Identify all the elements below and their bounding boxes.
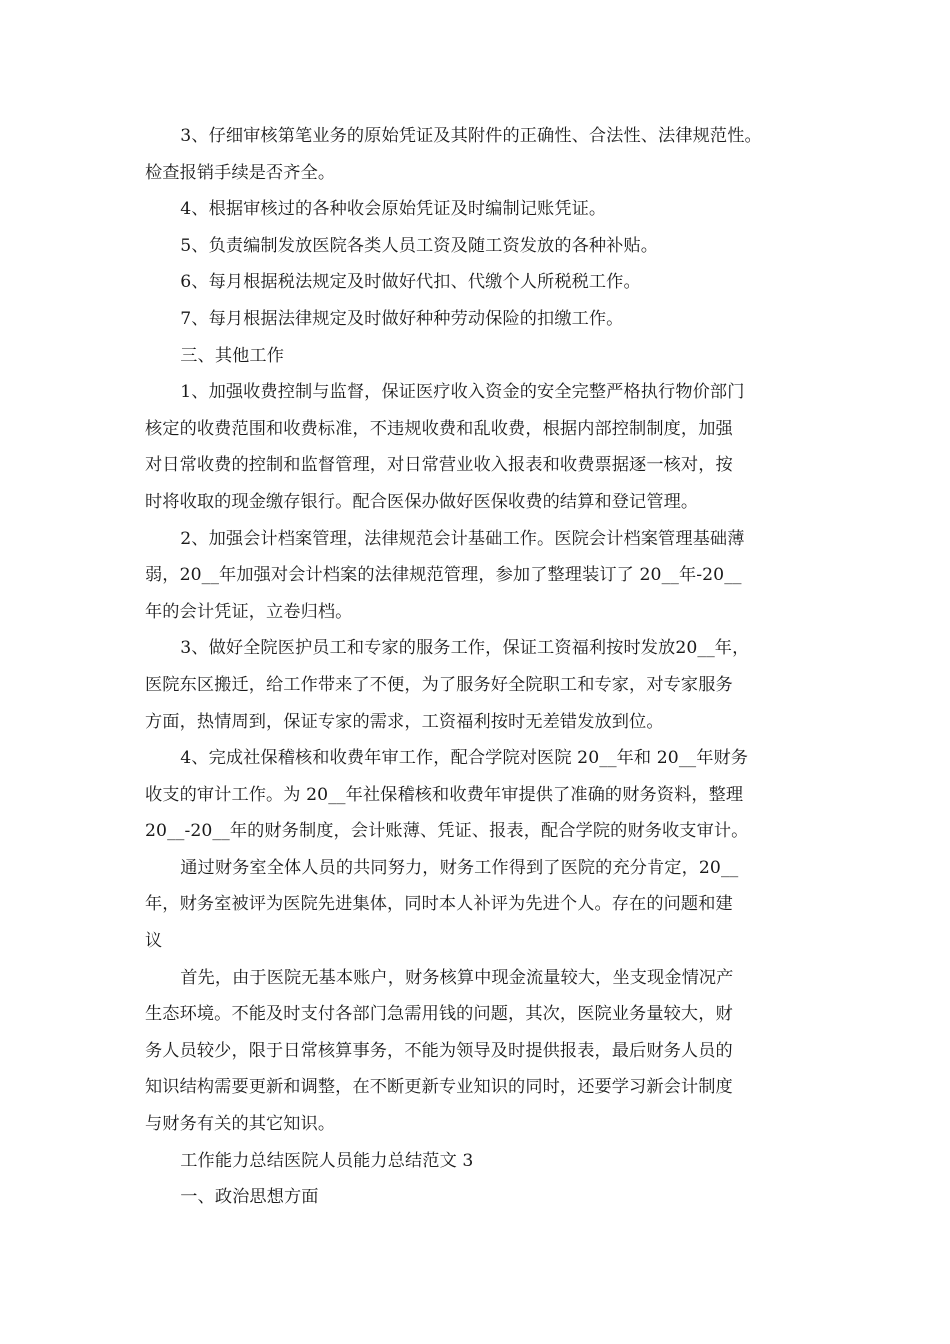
text-line: 3、做好全院医护员工和专家的服务工作，保证工资福利按时发放20__年， (180, 638, 750, 659)
paragraph-achievements (145, 850, 805, 960)
text-line: 20__-20__年的财务制度，会计账薄、凭证、报表，配合学院的财务收支审计。 (145, 821, 749, 842)
text-line: 年的会计凭证，立卷归档。 (145, 601, 353, 622)
text-line: 4、完成社保稽核和收费年审工作，配合学院对医院 20__年和 20__年财务 (180, 748, 749, 769)
text-line: 5、负责编制发放医院各类人员工资及随工资发放的各种补贴。 (180, 235, 659, 256)
paragraph-item-5 (145, 228, 805, 265)
paragraph-item-6 (145, 264, 805, 301)
text-line: 与财务有关的其它知识。 (145, 1114, 336, 1135)
text-line: 核定的收费范围和收费标准，不违规收费和乱收费，根据内部控制制度，加强 (145, 418, 733, 439)
text-line: 6、每月根据税法规定及时做好代扣、代缴个人所税税工作。 (180, 272, 641, 293)
paragraph-review-vouchers (145, 118, 805, 191)
text-line: 知识结构需要更新和调整，在不断更新专业知识的同时，还要学习新会计制度 (145, 1077, 733, 1098)
paragraph-audit-work (145, 740, 805, 850)
text-line: 通过财务室全体人员的共同努力，财务工作得到了医院的充分肯定，20__ (180, 857, 739, 878)
text-line: 收支的审计工作。为 20__年社保稽核和收费年审提供了准确的财务资料，整理 (145, 784, 744, 805)
text-line: 医院东区搬迁，给工作带来了不便，为了服务好全院职工和专家，对专家服务 (145, 674, 733, 695)
section-heading-other-work (145, 338, 805, 375)
text-line: 三、其他工作 (180, 345, 284, 366)
document-body (145, 118, 805, 1216)
paragraph-staff-service (145, 630, 805, 740)
text-line: 工作能力总结医院人员能力总结范文 3 (180, 1150, 474, 1171)
text-line: 对日常收费的控制和监督管理，对日常营业收入报表和收费票据逐一核对，按 (145, 455, 733, 476)
text-line: 一、政治思想方面 (180, 1187, 319, 1208)
text-line: 时将收取的现金缴存银行。配合医保办做好医保收费的结算和登记管理。 (145, 491, 699, 512)
paragraph-archive-management (145, 521, 805, 631)
text-line: 3、仔细审核第笔业务的原始凭证及其附件的正确性、合法性、法律规范性。 (180, 126, 762, 146)
text-line: 议 (145, 931, 163, 952)
section-heading-political (145, 1179, 805, 1216)
text-line: 7、每月根据法律规定及时做好种种劳动保险的扣缴工作。 (180, 308, 624, 329)
text-line: 务人员较少，限于日常核算事务，不能为领导及时提供报表，最后财务人员的 (145, 1040, 733, 1061)
text-line: 首先，由于医院无基本账户，财务核算中现金流量较大，坐支现金情况产 (180, 967, 734, 988)
text-line: 弱，20__年加强对会计档案的法律规范管理，参加了整理装订了 20__年-20__ (145, 565, 742, 586)
paragraph-item-4 (145, 191, 805, 228)
text-line: 方面，热情周到，保证专家的需求，工资福利按时无差错发放到位。 (145, 711, 664, 732)
text-line: 2、加强会计档案管理，法律规范会计基础工作。医院会计档案管理基础薄 (180, 528, 745, 549)
section-title-sample-3 (145, 1143, 805, 1180)
text-line: 生态环境。不能及时支付各部门急需用钱的问题，其次，医院业务量较大，财 (145, 1004, 733, 1025)
paragraph-fee-control (145, 374, 805, 520)
text-line: 4、根据审核过的各种收会原始凭证及时编制记账凭证。 (180, 199, 607, 220)
text-line: 检查报销手续是否齐全。 (145, 162, 336, 183)
text-line: 1、加强收费控制与监督，保证医疗收入资金的安全完整严格执行物价部门 (180, 382, 745, 403)
paragraph-item-7 (145, 301, 805, 338)
text-line: 年，财务室被评为医院先进集体，同时本人补评为先进个人。存在的问题和建 (145, 894, 733, 915)
paragraph-problems (145, 960, 805, 1143)
